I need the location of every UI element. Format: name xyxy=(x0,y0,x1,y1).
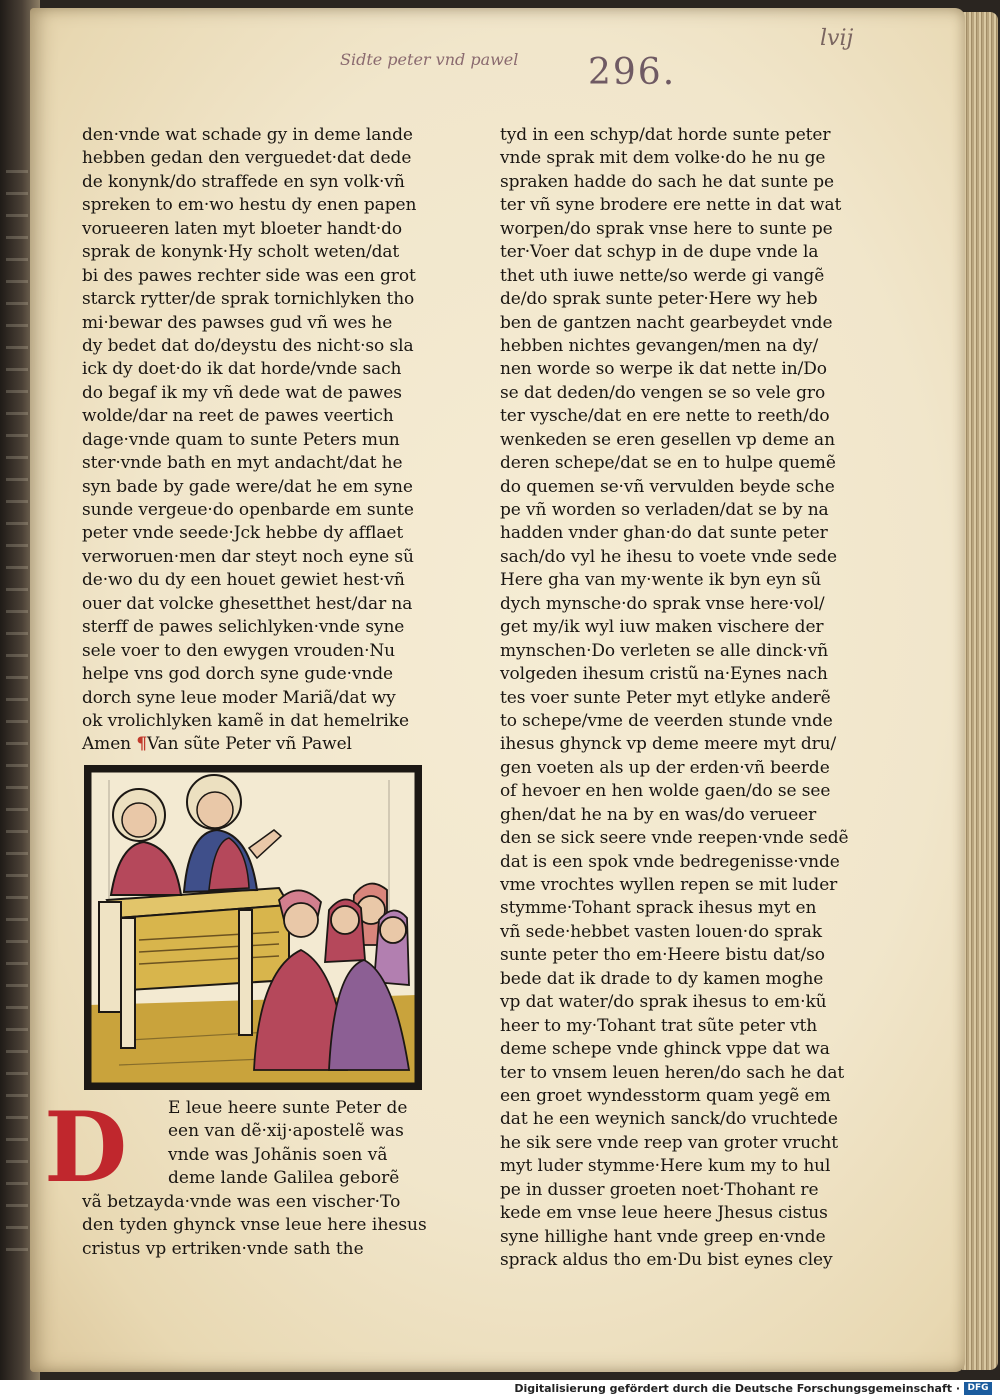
text-line: een van dẽ·xij·apostelẽ was xyxy=(168,1121,404,1142)
text-line: mi·bewar des pawses gud vñ wes he xyxy=(82,312,393,333)
dfg-logo: DFG xyxy=(964,1382,992,1395)
right-text-column xyxy=(500,124,855,1272)
text-line: get my/ik wyl iuw maken vischere der xyxy=(500,617,824,638)
text-line: dat is een spok vnde bedregenisse·vnde xyxy=(500,851,840,872)
text-line: dych mynsche·do sprak vnse here·vol/ xyxy=(500,593,825,614)
text-line: dat he een weynich sanck/do vruchtede xyxy=(500,1109,838,1130)
text-line: tyd in een schyp/dat horde sunte peter xyxy=(500,125,831,145)
text-line: heer to my·Tohant trat sũte peter vth xyxy=(500,1015,818,1036)
text-line: cristus vp ertriken·vnde sath the xyxy=(82,1238,364,1259)
woodcut-illustration xyxy=(84,765,422,1090)
text-line: worpen/do sprak vnse here to sunte pe xyxy=(500,218,833,239)
text-line: verworuen·men dar steyt noch eyne sũ xyxy=(82,546,414,567)
text-line: vã betzayda·vnde was een vischer·To xyxy=(82,1191,401,1212)
text-line: vñ sede·hebbet vasten louen·do sprak xyxy=(500,921,822,942)
text-line: deren schepe/dat se en to hulpe quemẽ xyxy=(500,453,836,474)
text-line: E leue heere sunte Peter de xyxy=(168,1098,408,1118)
text-line: se dat deden/do vengen se so vele gro xyxy=(500,382,826,403)
text-line: ter vñ syne brodere ere nette in dat wat xyxy=(500,195,842,216)
footer-bar xyxy=(0,1380,1000,1397)
text-line: helpe vns god dorch syne gude·vnde xyxy=(82,664,394,685)
text-line: Amen ¶Van sũte Peter vñ Pawel xyxy=(82,734,352,755)
text-line: sunte peter tho em·Heere bistu dat/so xyxy=(500,945,825,966)
text-line: dorch syne leue moder Mariã/dat wy xyxy=(82,687,396,708)
text-line: vorueeren laten myt bloeter handt·do xyxy=(82,218,403,239)
text-line: myt luder stymme·Here kum my to hul xyxy=(500,1156,831,1177)
text-line: spreken to em·wo hestu dy enen papen xyxy=(82,195,417,216)
text-line: sele voer to den ewygen vrouden·Nu xyxy=(82,640,396,661)
text-line: Here gha van my·wente ik byn eyn sũ xyxy=(500,570,822,591)
text-line: of hevoer en hen wolde gaen/do se see xyxy=(500,781,831,802)
text-line: ok vrolichlyken kamẽ in dat hemelrike xyxy=(82,710,409,731)
text-line: dage·vnde quam to sunte Peters mun xyxy=(82,429,400,450)
text-line: do begaf ik my vñ dede wat de pawes xyxy=(82,382,402,403)
text-line: den tyden ghynck vnse leue here ihesus xyxy=(82,1215,427,1236)
folio-number: lvij xyxy=(820,26,854,51)
text-line: sunde vergeue·do openbarde em sunte xyxy=(82,500,414,520)
text-line: een groet wyndesstorm quam yegẽ em xyxy=(500,1085,831,1106)
text-line: de konynk/do straffede en syn volk·vñ xyxy=(82,171,405,192)
text-line: de·wo du dy een houet gewiet hest·vñ xyxy=(82,570,405,591)
text-line: den·vnde wat schade gy in deme lande xyxy=(82,125,413,145)
text-line: hebben nichtes gevangen/men na dy/ xyxy=(500,335,819,356)
text-line: wenkeden se eren gesellen vp deme an xyxy=(500,429,835,450)
text-line: sprack aldus tho em·Du bist eynes cley xyxy=(500,1250,833,1270)
text-line: syne hillighe hant vnde greep en·vnde xyxy=(500,1226,826,1247)
text-line: hebben gedan den verguedet·dat dede xyxy=(82,148,412,169)
handwritten-page-number: 296. xyxy=(588,52,677,93)
text-line: mynschen·Do verleten se alle dinck·vñ xyxy=(500,640,829,661)
text-line: ick dy doet·do ik dat horde/vnde sach xyxy=(82,359,402,380)
text-line: deme schepe vnde ghinck vppe dat wa xyxy=(500,1039,830,1060)
text-line: do quemen se·vñ vervulden beyde sche xyxy=(500,476,835,497)
text-line: to schepe/vme de veerden stunde vnde xyxy=(500,710,833,731)
text-line: ter·Voer dat schyp in de dupe vnde la xyxy=(500,242,819,263)
funding-credit: Digitalisierung gefördert durch die Deutsche Forschungsgemeinschaft · xyxy=(514,1382,960,1395)
text-line: wolde/dar na reet de pawes veertich xyxy=(82,406,394,427)
text-line: bi des pawes rechter side was een grot xyxy=(82,265,416,286)
page-block-edge xyxy=(962,12,998,1370)
text-line: syn bade by gade were/dat he em syne xyxy=(82,476,413,497)
text-line: vnde sprak mit dem volke·do he nu ge xyxy=(500,148,826,169)
text-line: dy bedet dat do/deystu des nicht·so sla xyxy=(82,335,414,356)
text-line: ihesus ghynck vp deme meere myt dru/ xyxy=(500,734,837,755)
text-line: ghen/dat he na by en was/do verueer xyxy=(500,804,817,825)
text-line: kede em vnse leue heere Jhesus cistus xyxy=(500,1203,828,1224)
text-line: de/do sprak sunte peter·Here wy heb xyxy=(500,289,818,310)
left-column-continuation xyxy=(82,1097,434,1261)
text-line: den se sick seere vnde reepen·vnde sedẽ xyxy=(500,828,849,849)
text-line: ster·vnde bath en myt andacht/dat he xyxy=(82,453,403,474)
text-line: vme vrochtes wyllen repen se mit luder xyxy=(500,875,838,895)
text-line: starck rytter/de sprak tornichlyken tho xyxy=(82,289,415,310)
text-line: ter vysche/dat en ere nette to reeth/do xyxy=(500,406,830,427)
text-line: ouer dat volcke ghesetthet hest/dar na xyxy=(82,593,413,614)
text-line: nen worde so werpe ik dat nette in/Do xyxy=(500,359,827,380)
text-line: peter vnde seede·Jck hebbe dy afflaet xyxy=(82,523,404,544)
text-line: pe vñ worden so verladen/dat se by na xyxy=(500,500,829,520)
text-line: deme lande Galilea geborẽ xyxy=(168,1168,400,1189)
text-line: ter to vnsem leuen heren/do sach he dat xyxy=(500,1062,845,1083)
text-line: thet uth iuwe nette/so werde gi vangẽ xyxy=(500,265,825,286)
text-line: sterff de pawes selichlyken·vnde syne xyxy=(82,617,405,638)
text-line: pe in dusser groeten noet·Thohant re xyxy=(500,1179,819,1200)
text-line: vp dat water/do sprak ihesus to em·kũ xyxy=(500,992,827,1013)
text-line: ben de gantzen nacht gearbeydet vnde xyxy=(500,312,833,333)
text-line: sach/do vyl he ihesu to voete vnde sede xyxy=(500,546,837,567)
text-line: hadden vnder ghan·do dat sunte peter xyxy=(500,523,828,544)
text-line: vnde was Johãnis soen vã xyxy=(168,1144,388,1165)
text-line: bede dat ik drade to dy kamen moghe xyxy=(500,968,824,989)
text-line: tes voer sunte Peter myt etlyke anderẽ xyxy=(500,687,831,708)
text-line: sprak de konynk·Hy scholt weten/dat xyxy=(82,242,400,263)
text-line: stymme·Tohant sprack ihesus myt en xyxy=(500,898,817,919)
text-line: spraken hadde do sach he dat sunte pe xyxy=(500,171,834,192)
text-line: he sik sere vnde reep van groter vrucht xyxy=(500,1132,838,1153)
facing-page-text-edge xyxy=(6,170,28,1270)
woodcut-scene xyxy=(89,770,417,1085)
text-line: gen voeten als up der erden·vñ beerde xyxy=(500,757,830,778)
left-text-column xyxy=(82,124,434,757)
text-line: volgeden ihesum cristũ na·Eynes nach xyxy=(500,664,828,685)
decorated-initial: D xyxy=(44,1091,128,1204)
marginal-note: Sidte peter vnd pawel xyxy=(340,50,519,69)
